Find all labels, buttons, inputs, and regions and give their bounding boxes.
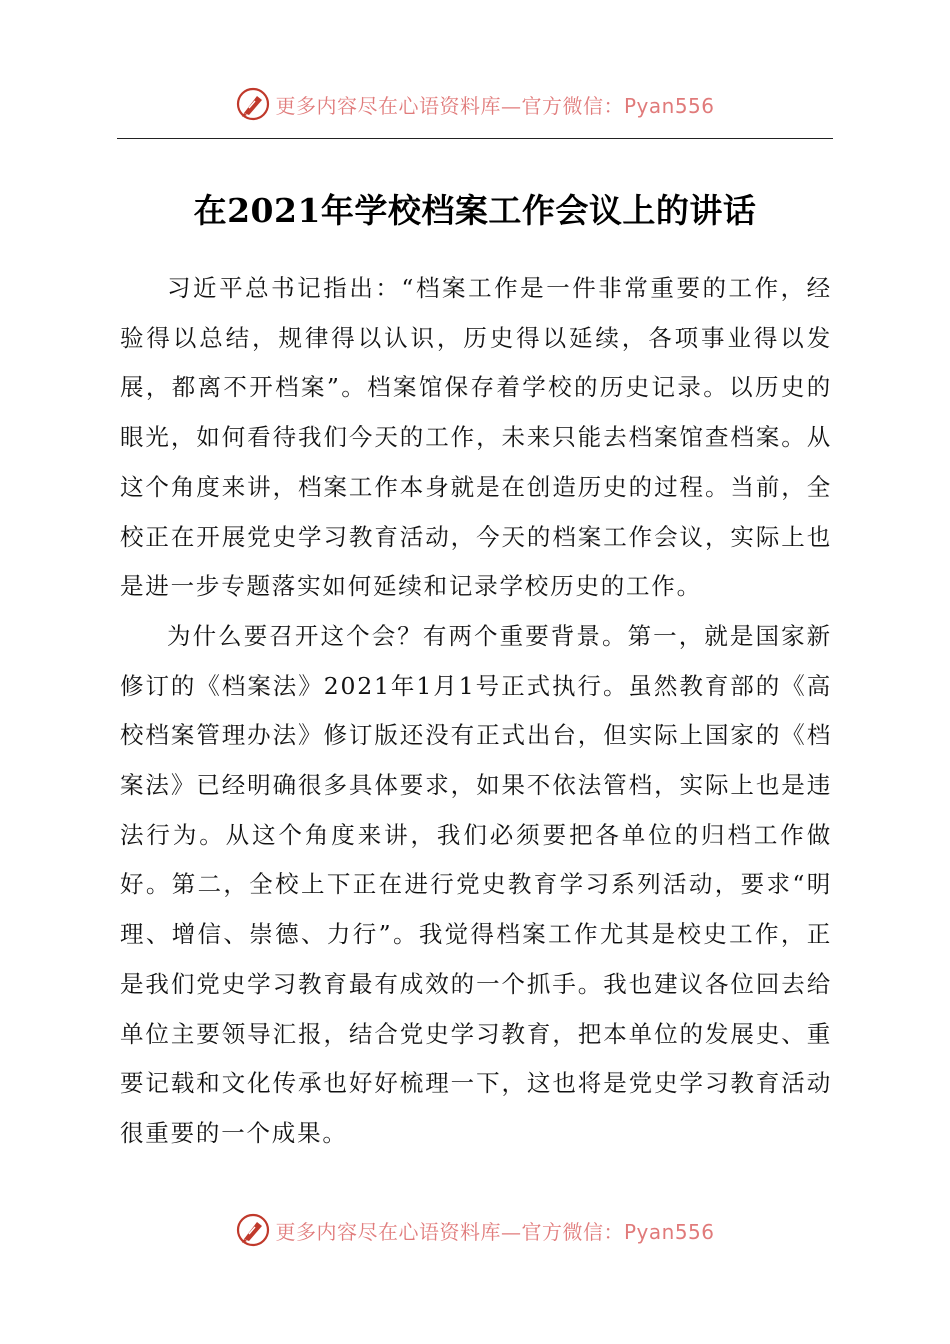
header-watermark-wechat: Pyan556	[623, 93, 715, 118]
pen-nib-logo-icon	[235, 86, 271, 122]
header-watermark-main: 更多内容尽在心语资料库—官方微信：	[275, 93, 624, 118]
header-watermark-text	[275, 90, 714, 119]
header-divider	[117, 138, 833, 139]
document-title: 在2021年学校档案工作会议上的讲话	[193, 191, 757, 230]
footer-watermark-text	[275, 1216, 714, 1245]
body-paragraph-2: 为什么要召开这个会？有两个重要背景。第一，就是国家新修订的《档案法》2021年1月1号正式执行。虽然教育部的《高校档案管理办法》修订版还没有正式出台，但实际上国家的《档案法》已经明确很多具体要求，如果不依法管档，实际上也是违法行为。从这个角度来讲，我们必须要把各单位的归档工作做好。第二，全校上下正在进行党史教育学习系列活动，要求“明理、增信、崇德、力行”。我觉得档案工作尤其是校史工作，正是我们党史学习教育最有成效的一个抓手。我也建议各位回去给单位主要领导汇报，结合党史学习教育，把本单位的发展史、重要记载和文化传承也好好梳理一下，这也将是党史学习教育活动很重要的一个成果。	[120, 621, 832, 1147]
footer-watermark-wechat: Pyan556	[623, 1219, 715, 1244]
pen-nib-logo-icon	[235, 1212, 271, 1248]
footer-watermark-main: 更多内容尽在心语资料库—官方微信：	[275, 1219, 624, 1244]
page-header-watermark	[0, 84, 950, 124]
body-paragraph-1: 习近平总书记指出：“档案工作是一件非常重要的工作，经验得以总结，规律得以认识，历史得以延续，各项事业得以发展，都离不开档案”。档案馆保存着学校的历史记录。以历史的眼光，如何看待我们今天的工作，未来只能去档案馆查档案。从这个角度来讲，档案工作本身就是在创造历史的过程。当前，全校正在开展党史学习教育活动，今天的档案工作会议，实际上也是进一步专题落实如何延续和记录学校历史的工作。	[120, 274, 832, 601]
page-footer-watermark	[0, 1210, 950, 1250]
document-body	[120, 264, 832, 1159]
